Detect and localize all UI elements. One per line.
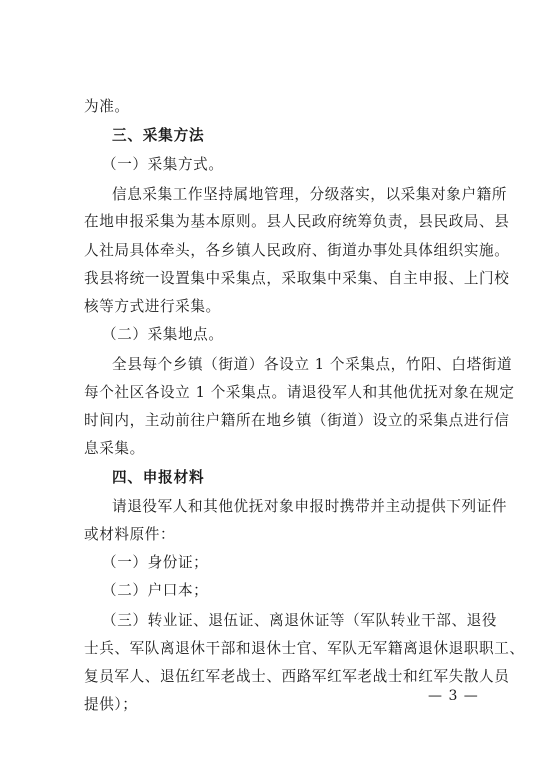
text-line: 士兵、军队离退休干部和退休士官、军队无军籍离退休退职职工、 [84, 640, 525, 657]
section-heading-application-materials: 四、申报材料 [112, 469, 205, 486]
text-line: 或材料原件： [84, 526, 176, 543]
text-line: 为准。 [84, 98, 130, 115]
text-line: 提供）； [84, 696, 138, 713]
text-line: 息采集。 [84, 440, 145, 457]
text-line: 信息采集工作坚持属地管理，分级落实，以采集对象户籍所 [112, 186, 508, 203]
subsection-heading: （一）采集方式。 [102, 156, 224, 173]
text-line: 核等方式进行采集。 [84, 298, 221, 315]
text-line: 全县每个乡镇（街道）各设立 1 个采集点，竹阳、白塔街道 [112, 356, 513, 373]
list-item: （一）身份证； [102, 554, 209, 571]
list-item: （二）户口本； [102, 582, 209, 599]
page-number: — 3 — [428, 688, 479, 704]
text-line: 时间内，主动前往户籍所在地乡镇（街道）设立的采集点进行信 [84, 412, 510, 429]
subsection-heading: （二）采集地点。 [102, 326, 224, 343]
text-line: 请退役军人和其他优抚对象申报时携带并主动提供下列证件 [112, 498, 508, 515]
text-line: 每个社区各设立 1 个采集点。请退役军人和其他优抚对象在规定 [84, 384, 515, 401]
text-line: 在地申报采集为基本原则。县人民政府统筹负责，县民政局、县 [84, 213, 510, 230]
text-line: 我县将统一设置集中采集点，采取集中采集、自主申报、上门校 [84, 270, 510, 287]
text-line: 复员军人、退伍红军老战士、西路军红军老战士和红军失散人员 [84, 668, 510, 685]
text-line: 人社局具体牵头，各乡镇人民政府、街道办事处具体组织实施。 [84, 242, 510, 259]
list-item: （三）转业证、退伍证、离退休证等（军队转业干部、退役 [102, 612, 498, 629]
section-heading-collection-method: 三、采集方法 [112, 127, 205, 144]
